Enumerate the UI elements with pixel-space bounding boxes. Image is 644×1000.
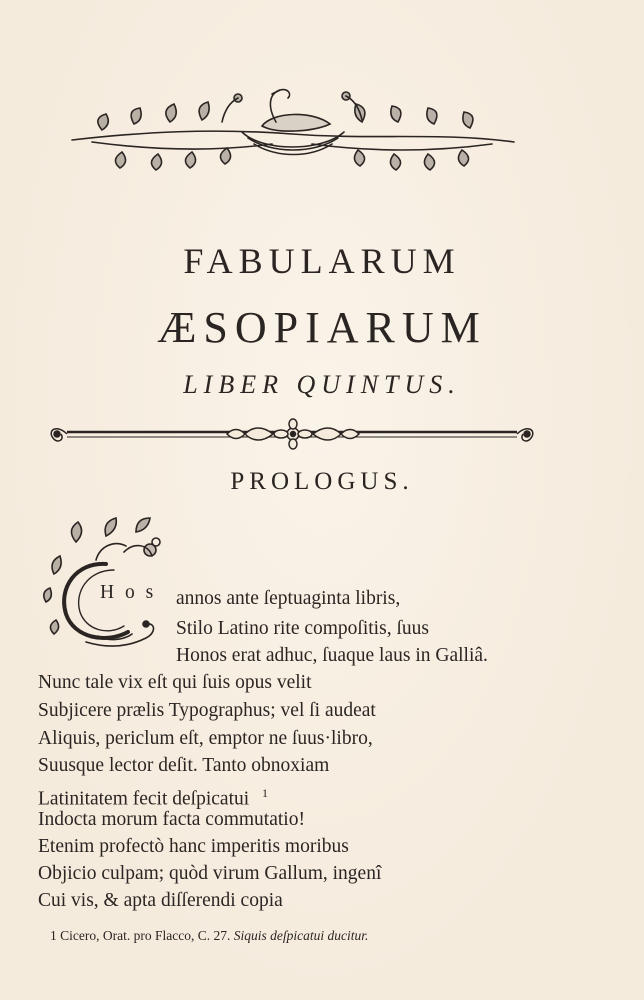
- footnote-reference-marker: 1: [262, 786, 269, 800]
- verse-line-8-text: Latinitatem fecit deſpicatui: [38, 788, 250, 810]
- section-title-prologus: PROLOGUS.: [230, 468, 414, 495]
- dropcap-caps: [100, 582, 156, 604]
- footnote: [50, 928, 368, 944]
- verse-line-12: Cui vis, & apta diſſerendi copia: [38, 890, 283, 911]
- dropcap-rest-letters: H o s: [100, 582, 157, 603]
- verse-line-6: Aliquis, periclum eſt, emptor ne ſuus·libro,: [38, 728, 373, 749]
- verse-line-3: Honos erat adhuc, ſuaque laus in Galliâ.: [176, 645, 488, 666]
- verse-line-9: Indocta morum facta commutatio!: [38, 809, 305, 830]
- title-aesopiarum: ÆSOPIARUM: [157, 303, 487, 352]
- swan-nest-ornament-icon: [62, 82, 522, 182]
- floral-divider-icon: [45, 415, 540, 455]
- verse-line-10: Etenim profectò hanc imperitis moribus: [38, 836, 349, 857]
- verse-line-5: Subjicere prælis Typographus; vel ſi audeat: [38, 700, 376, 721]
- title-fabularum: FABULARUM: [183, 241, 461, 281]
- verse-line-7: Suusque lector deſit. Tanto obnoxiam: [38, 755, 330, 776]
- verse-line-11: Objicio culpam; quòd virum Gallum, ingenî: [38, 863, 382, 884]
- title-liber-quintus: LIBER QUINTUS.: [183, 370, 461, 399]
- verse-line-2: Stilo Latino rite compoſitis, ſuus: [176, 618, 429, 639]
- footnote-quote: Siquis deſpicatui ducitur.: [233, 928, 369, 943]
- footnote-citation: Cicero, Orat. pro Flacco, C. 27.: [60, 928, 231, 943]
- verse-line-4: Nunc tale vix eſt qui ſuis opus velit: [38, 672, 312, 693]
- footnote-number: 1: [50, 928, 57, 943]
- verse-line-8: [38, 782, 268, 811]
- verse-line-1: annos ante ſeptuaginta libris,: [176, 588, 401, 609]
